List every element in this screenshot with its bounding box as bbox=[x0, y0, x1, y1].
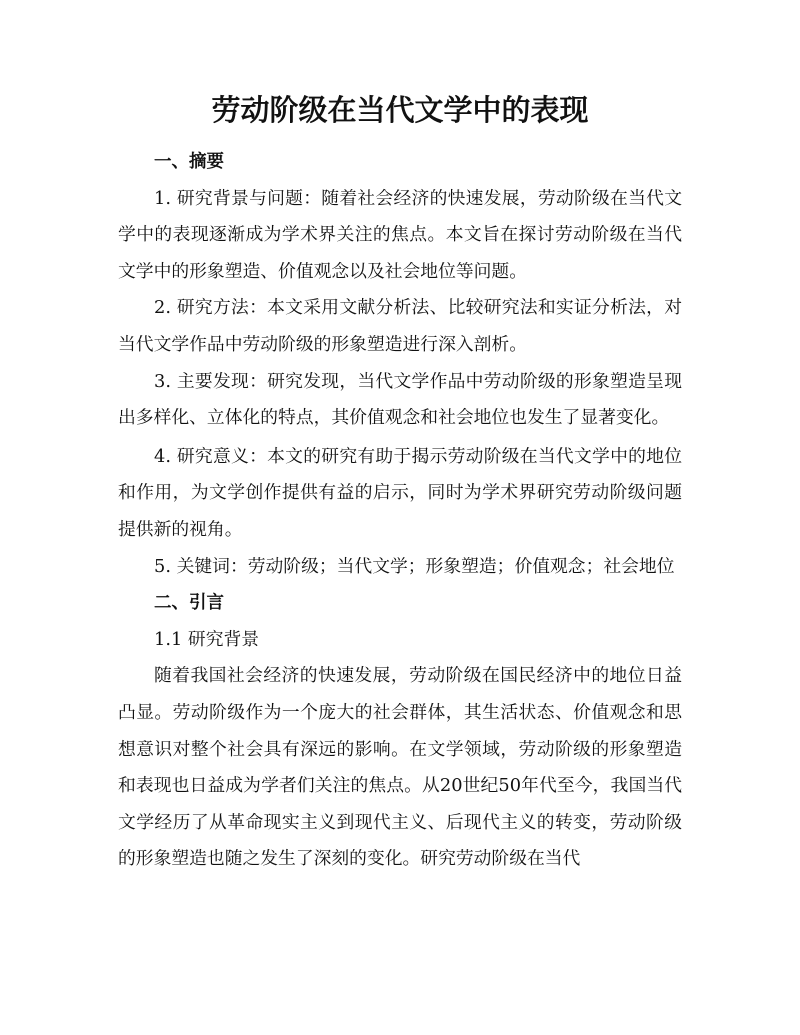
document-body bbox=[118, 144, 682, 878]
section-heading-introduction: 二、引言 bbox=[154, 593, 224, 614]
section-heading-abstract: 一、摘要 bbox=[154, 152, 224, 172]
abstract-paragraph-findings: 3. 主要发现：研究发现，当代文学作品中劳动阶级的形象塑造呈现出多样化、立体化的特点，其价值观念和社会地位也发生了显著变化。 bbox=[118, 370, 682, 429]
abstract-paragraph-method: 2. 研究方法：本文采用文献分析法、比较研究法和实证分析法，对当代文学作品中劳动阶级的形象塑造进行深入剖析。 bbox=[118, 297, 682, 355]
subsection-heading-background: 1.1 研究背景 bbox=[154, 628, 260, 650]
introduction-paragraph: 随着我国社会经济的快速发展，劳动阶级在国民经济中的地位日益凸显。劳动阶级作为一个庞大的社会群体，其生活状态、价值观念和思想意识对整个社会具有深远的影响。在文学领域，劳动阶级的形象塑造和表现也日益成为学者们关注的焦点。从20世纪50年代至今，我国当代文学经历了从革命现实主义到现代主义、后现代主义的转变，劳动阶级的形象塑造也随之发生了深刻的变化。研究劳动阶级在当代 bbox=[118, 665, 682, 870]
abstract-paragraph-keywords: 5. 关键词：劳动阶级；当代文学；形象塑造；价值观念；社会地位 bbox=[154, 555, 675, 577]
abstract-paragraph-background: 1. 研究背景与问题：随着社会经济的快速发展，劳动阶级在当代文学中的表现逐渐成为学术界关注的焦点。本文旨在探讨劳动阶级在当代文学中的形象塑造、价值观念以及社会地位等问题。 bbox=[118, 187, 682, 282]
abstract-paragraph-significance: 4. 研究意义：本文的研究有助于揭示劳动阶级在当代文学中的地位和作用，为文学创作提供有益的启示，同时为学术界研究劳动阶级问题提供新的视角。 bbox=[118, 445, 682, 540]
document-title: 劳动阶级在当代文学中的表现 bbox=[211, 93, 589, 127]
